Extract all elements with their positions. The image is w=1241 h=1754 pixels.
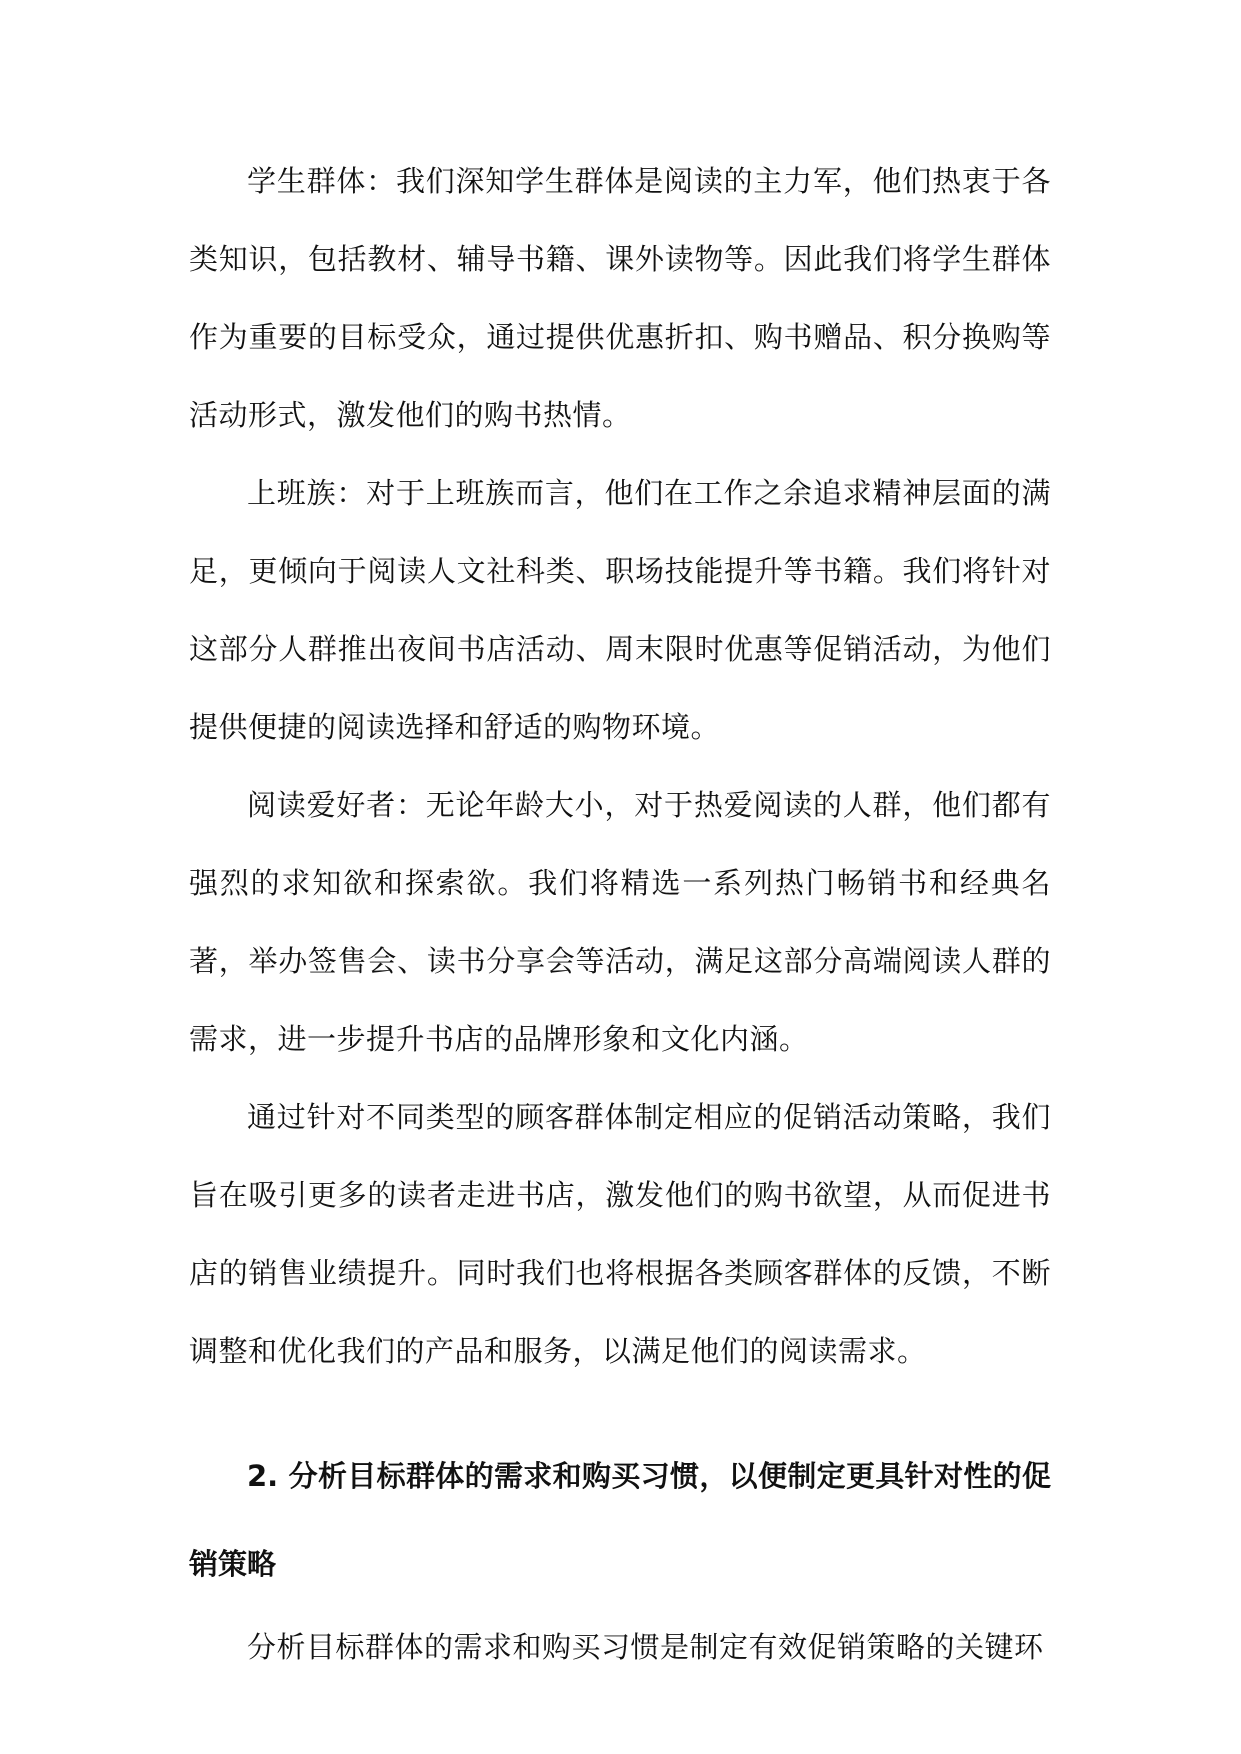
- paragraph-summary: 通过针对不同类型的顾客群体制定相应的促销活动策略，我们旨在吸引更多的读者走进书店，激发他们的购书欲望，从而促进书店的销售业绩提升。同时我们也将根据各类顾客群体的反馈，不断调整和优化我们的产品和服务，以满足他们的阅读需求。: [189, 1100, 1051, 1368]
- paragraph-analysis-intro: 分析目标群体的需求和购买习惯是制定有效促销策略的关键环: [247, 1630, 1044, 1664]
- paragraph-student-group: 学生群体：我们深知学生群体是阅读的主力军，他们热衷于各类知识，包括教材、辅导书籍、课外读物等。因此我们将学生群体作为重要的目标受众，通过提供优惠折扣、购书赠品、积分换购等活动形式，激发他们的购书热情。: [189, 164, 1051, 432]
- paragraph-office-workers: 上班族：对于上班族而言，他们在工作之余追求精神层面的满足，更倾向于阅读人文社科类、职场技能提升等书籍。我们将针对这部分人群推出夜间书店活动、周末限时优惠等促销活动，为他们提供便捷的阅读选择和舒适的购物环境。: [189, 476, 1051, 744]
- document-body: [189, 142, 1051, 1686]
- paragraph-reading-enthusiasts: 阅读爱好者：无论年龄大小，对于热爱阅读的人群，他们都有强烈的求知欲和探索欲。我们将精选一系列热门畅销书和经典名著，举办签售会、读书分享会等活动，满足这部分高端阅读人群的需求，进一步提升书店的品牌形象和文化内涵。: [189, 788, 1051, 1056]
- section-heading: 2. 分析目标群体的需求和购买习惯，以便制定更具针对性的促销策略: [189, 1459, 1051, 1581]
